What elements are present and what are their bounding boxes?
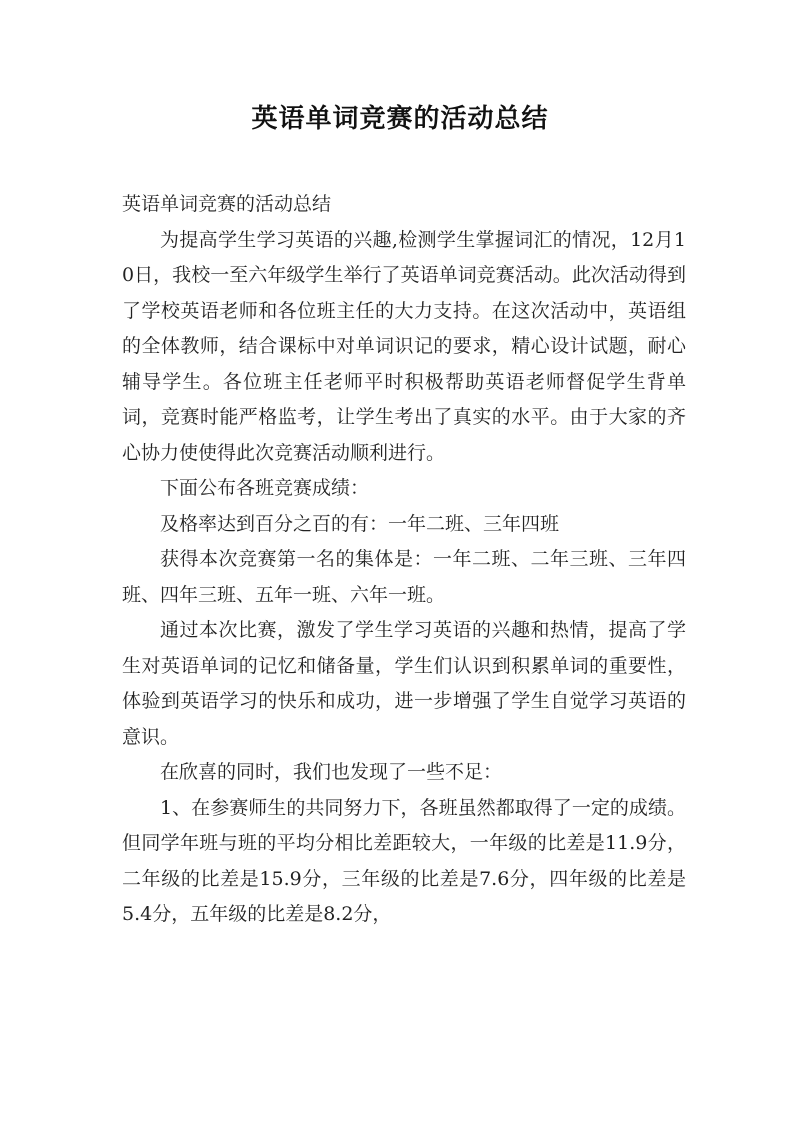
paragraph-shortcomings-heading: 在欣喜的同时，我们也发现了一些不足： bbox=[160, 761, 503, 783]
paragraph-outcome: 通过本次比赛，激发了学生学习英语的兴趣和热情，提高了学生对英语单词的记忆和储备量，学生们认识到积累单词的重要性，体验到英语学习的快乐和成功，进一步增强了学生自觉学习英语的意识。 bbox=[122, 619, 686, 748]
paragraph-results-heading: 下面公布各班竞赛成绩： bbox=[160, 477, 370, 499]
paragraph-first-place: 获得本次竞赛第一名的集体是：一年二班、二年三班、三年四班、四年三班、五年一班、六年一班。 bbox=[122, 548, 686, 606]
paragraph-intro: 为提高学生学习英语的兴趣,检测学生掌握词汇的情况，12月10日，我校一至六年级学生举行了英语单词竞赛活动。此次活动得到了学校英语老师和各位班主任的大力支持。在这次活动中，英语组的全体教师，结合课标中对单词识记的要求，精心设计试题，耐心辅导学生。各位班主任老师平时积极帮助英语老师督促学生背单词，竞赛时能严格监考，让学生考出了真实的水平。由于大家的齐心协力使使得此次竞赛活动顺利进行。 bbox=[122, 228, 686, 464]
document-body bbox=[122, 187, 686, 933]
document-subtitle: 英语单词竞赛的活动总结 bbox=[122, 193, 332, 215]
paragraph-pass-rate: 及格率达到百分之百的有：一年二班、三年四班 bbox=[160, 512, 560, 535]
document-title: 英语单词竞赛的活动总结 bbox=[251, 104, 549, 134]
paragraph-shortcoming-1: 1、在参赛师生的共同努力下，各班虽然都取得了一定的成绩。但同学年班与班的平均分相比差距较大，一年级的比差是11.9分，二年级的比差是15.9分，三年级的比差是7.6分，四年级的比差是5.4分，五年级的比差是8.2分， bbox=[122, 796, 686, 925]
